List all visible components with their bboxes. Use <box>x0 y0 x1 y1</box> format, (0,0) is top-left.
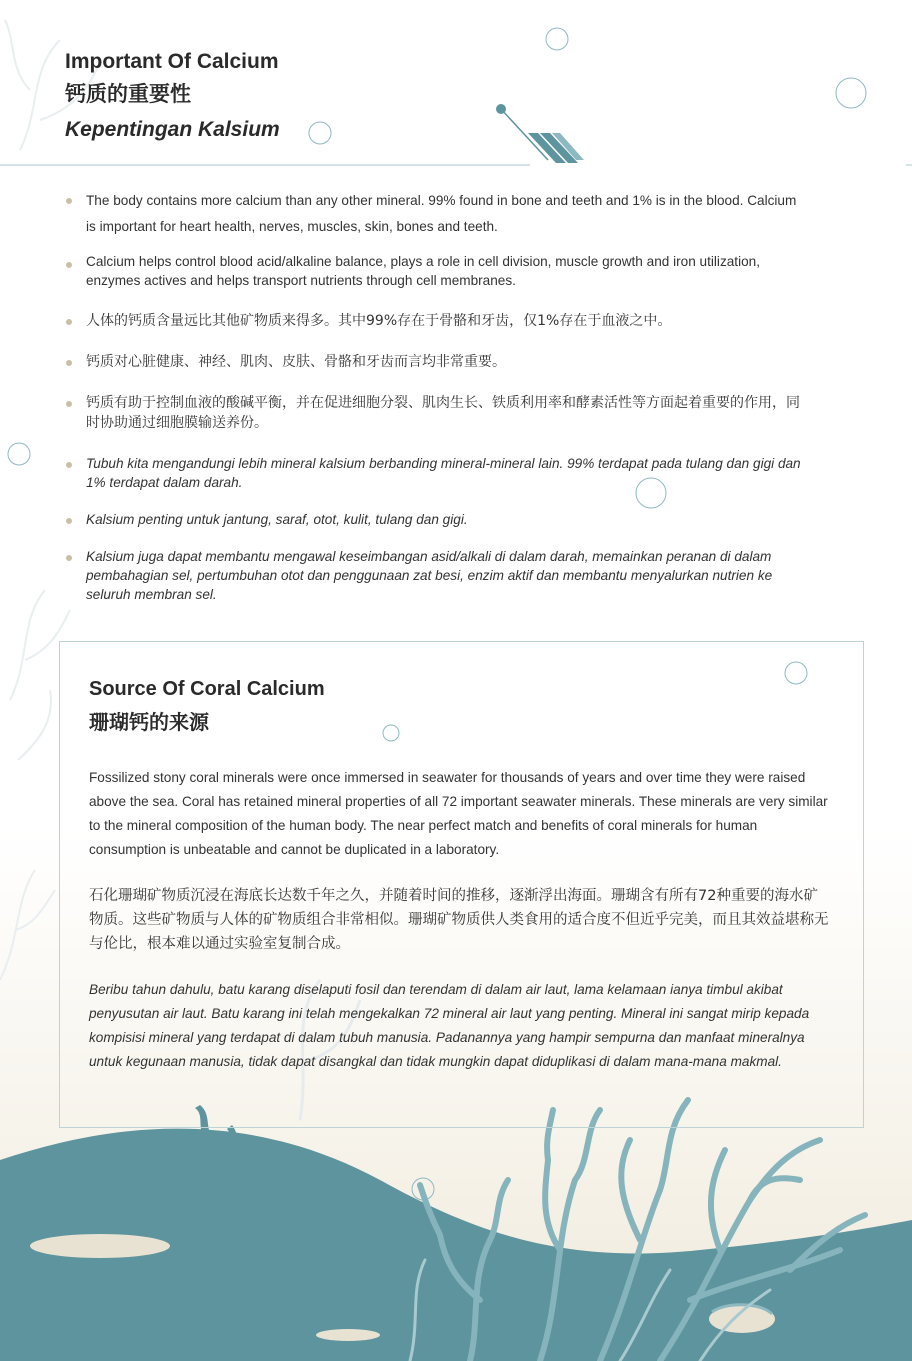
list-item: Kalsium penting untuk jantung, saraf, otot, kulit, tulang dan gigi. <box>66 510 806 529</box>
list-item: 人体的钙质含量远比其他矿物质来得多。其中99%存在于骨骼和牙齿，仅1%存在于血液之中。 <box>66 311 806 331</box>
list-item: Calcium helps control blood acid/alkaline balance, plays a role in cell division, muscle growth and iron utilization, enzymes actives and helps transport nutrients through cell membranes. <box>66 252 806 290</box>
source-paragraph-zh: 石化珊瑚矿物质沉浸在海底长达数千年之久，并随着时间的推移，逐渐浮出海面。珊瑚含有所有72种重要的海水矿物质。这些矿物质与人体的矿物质组合非常相似。珊瑚矿物质供人类食用的适合度不但近乎完美，而且其效益堪称无与伦比，根本难以通过实验室复制合成。 <box>89 888 829 952</box>
list-item: The body contains more calcium than any other mineral. 99% found in bone and teeth and 1% is in the blood. Calcium is important for heart health, nerves, muscles, skin, bones and teeth. <box>66 188 806 240</box>
list-item: Kalsium juga dapat membantu mengawal keseimbangan asid/alkali di dalam darah, memainkan peranan di dalam pembahagian sel, pertumbuhan otot dan penggunaan zat besi, enzim aktif dan membantu menyalurkan nutrien ke seluruh membran sel. <box>66 547 806 604</box>
importance-title-ms: Kepentingan Kalsium <box>65 118 280 141</box>
list-item: 钙质有助于控制血液的酸碱平衡，并在促进细胞分裂、肌肉生长、铁质利用率和酵素活性等方面起着重要的作用，同时协助通过细胞膜输送养份。 <box>66 393 806 433</box>
source-title-en: Source Of Coral Calcium <box>89 678 325 700</box>
source-paragraph-en: Fossilized stony coral minerals were once immersed in seawater for thousands of years and over time they were raised above the sea. Coral has retained mineral properties of all 72 important seawater minerals. These minerals are very similar to the mineral composition of the human body. The near perfect match and benefits of coral minerals for human consumption is unbeatable and cannot be duplicated in a laboratory. <box>89 770 828 857</box>
list-item: 钙质对心脏健康、神经、肌肉、皮肤、骨骼和牙齿而言均非常重要。 <box>66 352 806 372</box>
importance-title-en: Important Of Calcium <box>65 50 279 73</box>
importance-title-zh: 钙质的重要性 <box>65 82 191 106</box>
importance-heading <box>65 48 280 144</box>
source-section <box>59 641 864 1128</box>
source-title-zh: 珊瑚钙的来源 <box>89 710 209 734</box>
source-paragraph-ms: Beribu tahun dahulu, batu karang diselaputi fosil dan terendam di dalam air laut, lama kelamaan ianya timbul akibat penyusutan air laut. Batu karang ini telah mengekalkan 72 mineral air laut yang penting. Mineral ini sangat mirip kepada kompisisi mineral yang terdapat di dalam tubuh manusia. Padanannya yang hampir sempurna dan manfaat mineralnya untuk kegunaan manusia, tidak dapat disangkal dan tidak mungkin dapat diduplikasi di dalam mana-mana makmal. <box>89 982 810 1069</box>
importance-bullet-list <box>66 188 806 604</box>
list-item: Tubuh kita mengandungi lebih mineral kalsium berbanding mineral-mineral lain. 99% terdapat pada tulang dan gigi dan 1% terdapat dalam darah. <box>66 454 806 492</box>
